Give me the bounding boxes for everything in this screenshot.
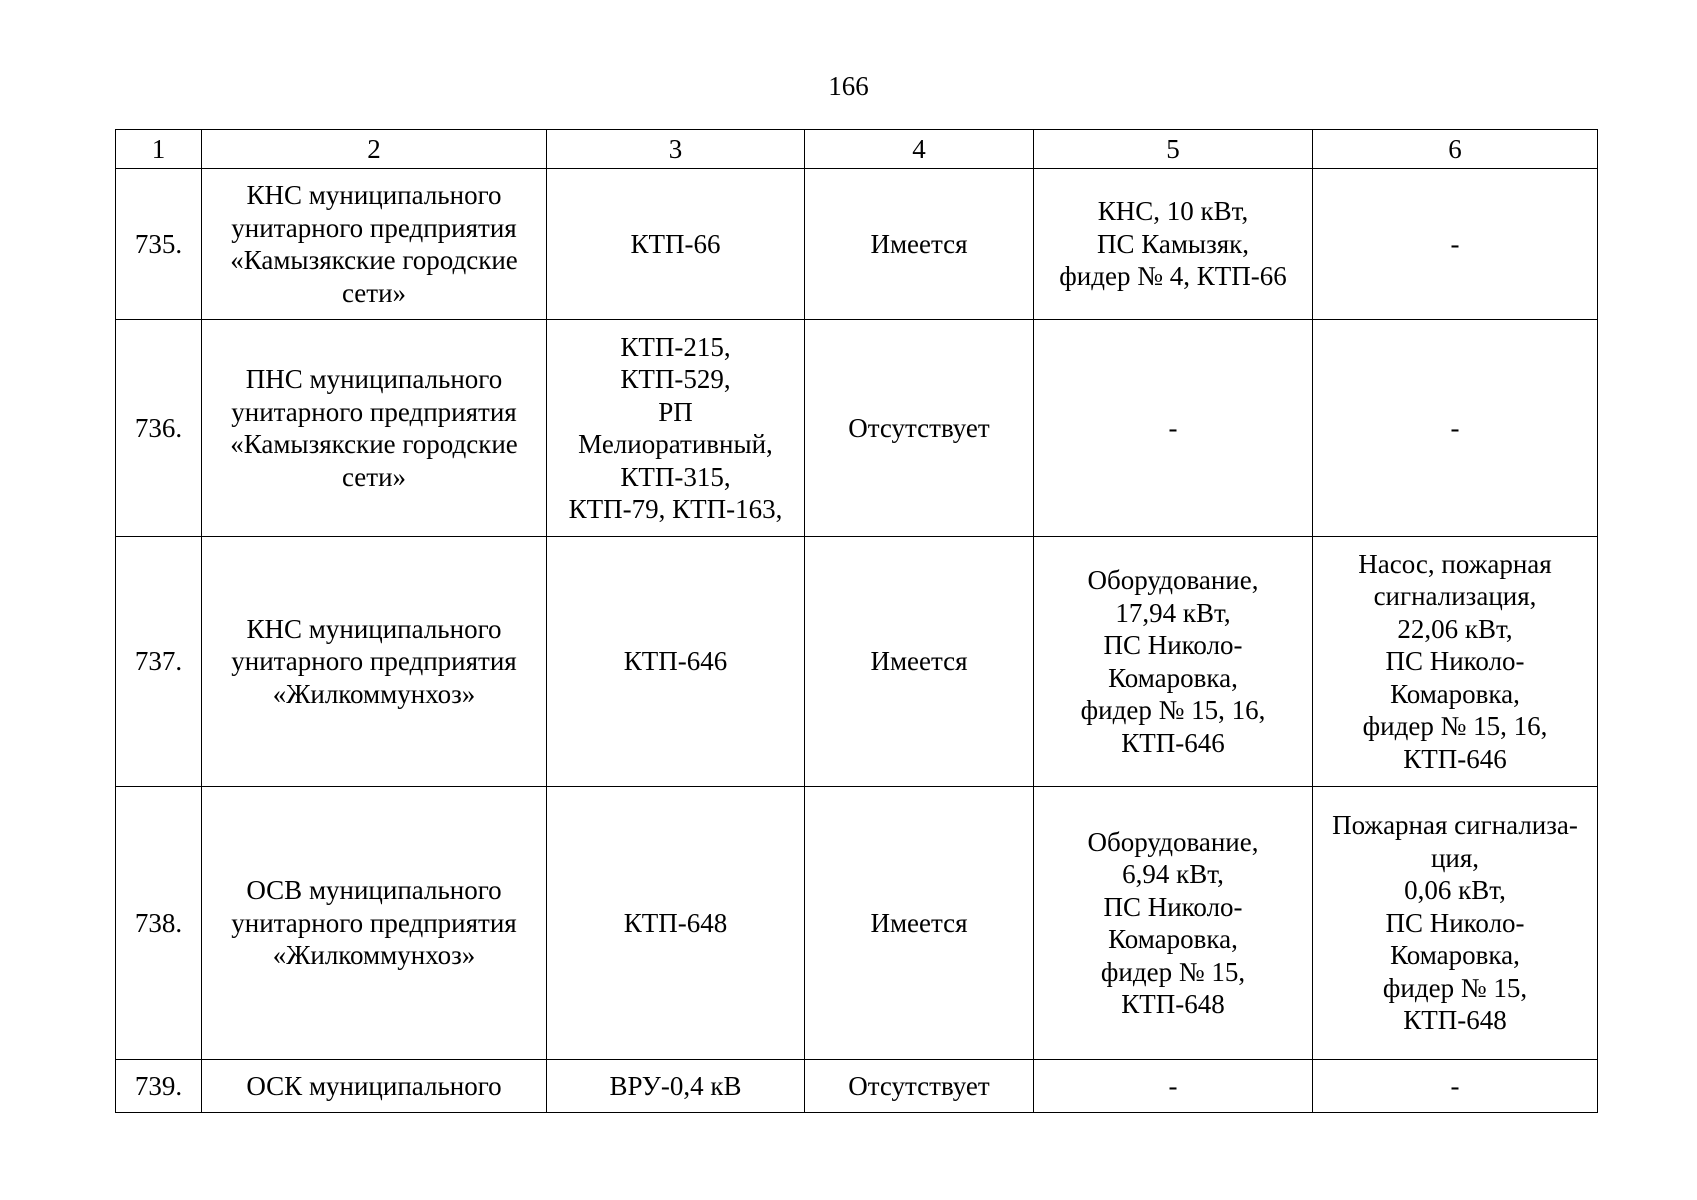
column-6-cell: - [1313,169,1598,320]
column-header-1: 1 [116,130,202,169]
column-header-6: 6 [1313,130,1598,169]
column-6-cell: - [1313,1060,1598,1113]
object-name-cell: КНС муниципального унитарного предприятия «Камызякские городские сети» [202,169,547,320]
power-source-cell: КТП-648 [547,787,805,1060]
object-name-cell: ПНС муниципального унитарного предприятия «Камызякские городские сети» [202,320,547,537]
power-source-cell: КТП-66 [547,169,805,320]
table-row [116,169,1598,320]
power-source-cell: КТП-646 [547,537,805,787]
row-number-cell: 738. [116,787,202,1060]
column-5-cell: - [1034,320,1313,537]
status-cell: Имеется [805,169,1034,320]
table-row [116,537,1598,787]
column-6-cell: Насос, пожарная сигнализация, 22,06 кВт, ПС Николо- Комаровка, фидер № 15, 16, КТП-646 [1313,537,1598,787]
object-name-cell: ОСВ муниципального унитарного предприятия «Жилкоммунхоз» [202,787,547,1060]
table-header-row [116,130,1598,169]
object-name-cell: ОСК муниципального [202,1060,547,1113]
object-name-cell: КНС муниципального унитарного предприятия «Жилкоммунхоз» [202,537,547,787]
data-table [115,129,1598,1113]
column-5-cell: - [1034,1060,1313,1113]
column-header-5: 5 [1034,130,1313,169]
column-header-2: 2 [202,130,547,169]
row-number-cell: 739. [116,1060,202,1113]
column-5-cell: Оборудование, 6,94 кВт, ПС Николо- Комаровка, фидер № 15, КТП-648 [1034,787,1313,1060]
column-5-cell: Оборудование, 17,94 кВт, ПС Николо- Комаровка, фидер № 15, 16, КТП-646 [1034,537,1313,787]
row-number-cell: 735. [116,169,202,320]
table-row [116,787,1598,1060]
table-row [116,1060,1598,1113]
column-6-cell: Пожарная сигнализа- ция, 0,06 кВт, ПС Николо- Комаровка, фидер № 15, КТП-648 [1313,787,1598,1060]
status-cell: Отсутствует [805,320,1034,537]
status-cell: Отсутствует [805,1060,1034,1113]
column-header-3: 3 [547,130,805,169]
column-6-cell: - [1313,320,1598,537]
status-cell: Имеется [805,537,1034,787]
power-source-cell: КТП-215, КТП-529, РП Мелиоративный, КТП-315, КТП-79, КТП-163, [547,320,805,537]
status-cell: Имеется [805,787,1034,1060]
row-number-cell: 736. [116,320,202,537]
column-header-4: 4 [805,130,1034,169]
power-source-cell: ВРУ-0,4 кВ [547,1060,805,1113]
column-5-cell: КНС, 10 кВт, ПС Камызяк, фидер № 4, КТП-66 [1034,169,1313,320]
row-number-cell: 737. [116,537,202,787]
table-row [116,320,1598,537]
page-number: 166 [828,71,869,101]
